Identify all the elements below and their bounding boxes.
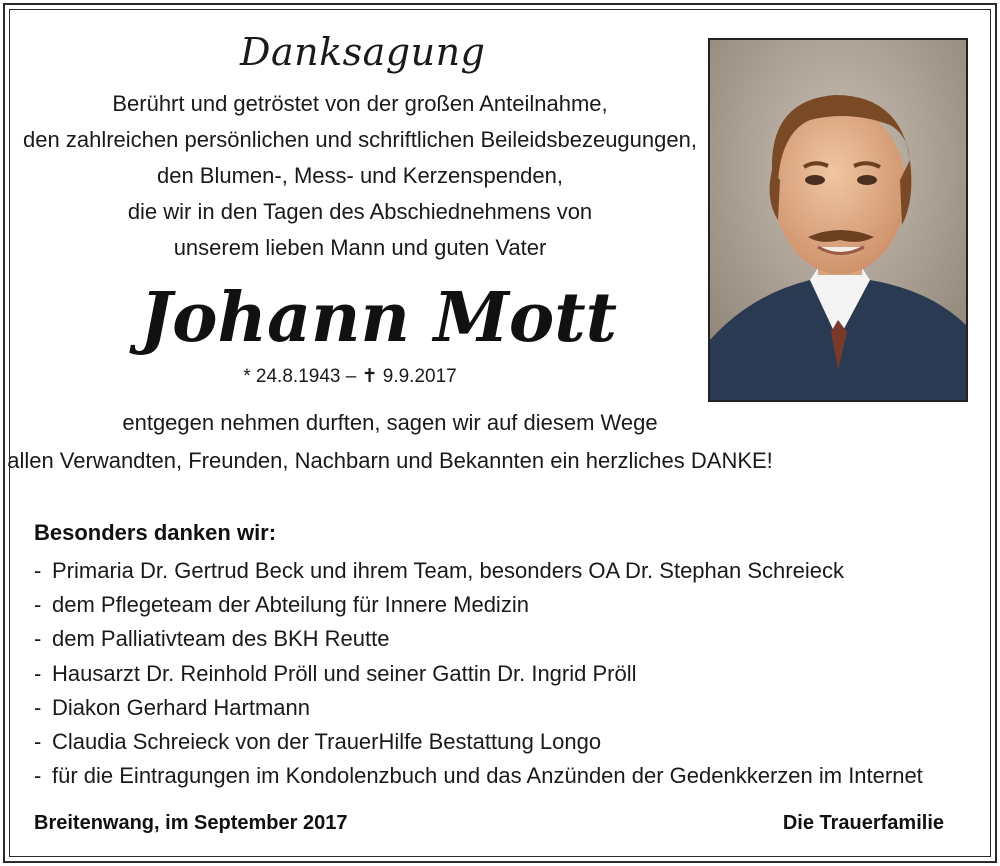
page-title: Danksagung bbox=[240, 30, 486, 74]
list-item-text: für die Eintragungen im Kondolenzbuch und das Anzünden der Gedenkkerzen im Internet bbox=[52, 763, 923, 789]
list-item bbox=[34, 554, 934, 588]
bullet-dash: - bbox=[34, 558, 42, 583]
bullet-dash: - bbox=[34, 660, 42, 686]
signature: Die Trauerfamilie bbox=[782, 812, 944, 834]
list-item-text: dem Palliativteam des BKH Reutte bbox=[52, 626, 390, 652]
list-item-text: dem Pflegeteam der Abteilung für Innere Medizin bbox=[52, 592, 529, 618]
portrait-photo-icon bbox=[710, 40, 966, 400]
life-dates: * 24.8.1943 – ✝ 9.9.2017 bbox=[243, 366, 457, 387]
thanks-list bbox=[34, 554, 934, 793]
list-item-text: Diakon Gerhard Hartmann bbox=[52, 694, 311, 720]
list-item bbox=[34, 759, 934, 793]
list-item bbox=[34, 691, 934, 725]
thanks-heading: Besonders danken wir: bbox=[34, 520, 277, 545]
place-date: Breitenwang, im September 2017 bbox=[34, 812, 348, 834]
list-item-text: Hausarzt Dr. Reinhold Pröll und seiner Gattin Dr. Ingrid Pröll bbox=[52, 660, 637, 686]
portrait-photo bbox=[708, 38, 968, 402]
bullet-dash: - bbox=[34, 728, 42, 754]
intro-line: Berührt und getröstet von der großen Anteilnahme, bbox=[112, 91, 608, 116]
intro-line: unserem lieben Mann und guten Vater bbox=[173, 235, 547, 260]
intro-line: den zahlreichen persönlichen und schriftlichen Beileidsbezeugungen, bbox=[23, 127, 697, 152]
deceased-name: Johann Mott bbox=[140, 278, 618, 358]
bullet-dash: - bbox=[34, 763, 42, 789]
list-item bbox=[34, 657, 934, 691]
bullet-dash: - bbox=[34, 626, 42, 652]
list-item-text: Primaria Dr. Gertrud Beck und ihrem Team, besonders OA Dr. Stephan Schreieck bbox=[52, 558, 844, 583]
outro-line: allen Verwandten, Freunden, Nachbarn und Bekannten ein herzliches DANKE! bbox=[7, 448, 773, 473]
bullet-dash: - bbox=[34, 592, 42, 618]
intro-line: den Blumen-, Mess- und Kerzenspenden, bbox=[156, 163, 563, 188]
bullet-dash: - bbox=[34, 694, 42, 720]
intro-text bbox=[20, 86, 700, 266]
list-item bbox=[34, 725, 934, 759]
outro-line: entgegen nehmen durften, sagen wir auf diesem Wege bbox=[122, 410, 658, 435]
outro-text bbox=[0, 404, 780, 480]
intro-line: die wir in den Tagen des Abschiednehmens von bbox=[127, 199, 593, 224]
list-item-text: Claudia Schreieck von der TrauerHilfe Bestattung Longo bbox=[52, 728, 602, 754]
list-item bbox=[34, 588, 934, 622]
list-item bbox=[34, 622, 934, 656]
